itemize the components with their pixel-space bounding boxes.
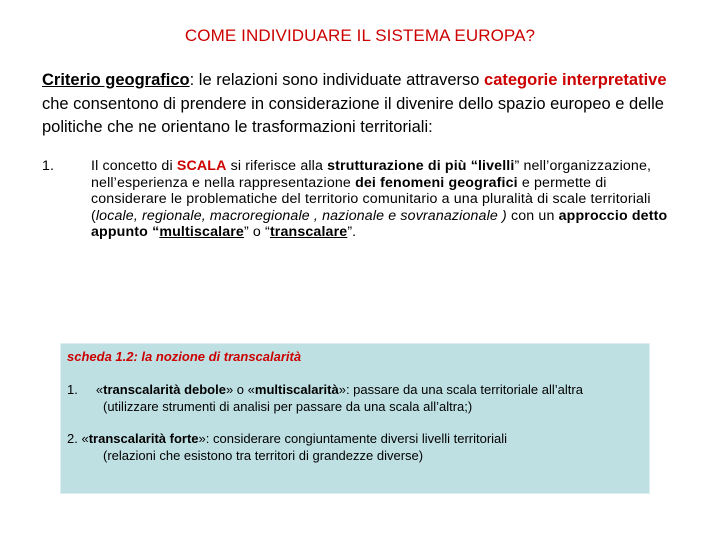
scheda-item-1-mid: » o « bbox=[225, 382, 255, 397]
p1-b: si riferisce alla bbox=[226, 158, 328, 174]
scheda-item-1-multiscalarita: multiscalarità bbox=[254, 382, 339, 397]
p1-fenomeni: dei fenomeni geografici bbox=[355, 174, 518, 191]
p1-g: ”. bbox=[347, 224, 357, 241]
scheda-item-2-pre: « bbox=[81, 431, 89, 446]
scheda-item-1-debole: transcalarità debole bbox=[103, 382, 226, 397]
scheda-item-1-sub: (utilizzare strumenti di analisi per passare da una scala all’altra;) bbox=[103, 399, 473, 414]
p1-transcalare: transcalare bbox=[269, 224, 348, 241]
page-title: COME INDIVIDUARE IL SISTEMA EUROPA? bbox=[184, 26, 536, 45]
intro-text-1: : le relazioni sono individuate attraverso bbox=[189, 71, 485, 89]
p1-f: ” o “ bbox=[243, 224, 270, 241]
intro-text-2: che consentono di prendere in considerazione il divenire dello spazio europeo e delle politiche che ne orientano le trasformazioni territoriali: bbox=[42, 94, 664, 136]
p1-d: e permette di considerare le problematiche del territorio comunitario a una pluralità di scale territoriali ( bbox=[91, 174, 651, 224]
p1-multiscalare: multiscalare bbox=[159, 224, 244, 241]
scheda-item-2-sub: (relazioni che esistono tra territori di grandezze diverse) bbox=[103, 448, 424, 463]
scheda-item-1-pre: « bbox=[95, 382, 104, 397]
intro-paragraph bbox=[42, 69, 682, 140]
scheda-item-1-line bbox=[67, 381, 643, 398]
scheda-heading: scheda 1.2: la nozione di transcalarità bbox=[67, 349, 302, 364]
p1-scales: locale, regionale, macroregionale , nazionale e sovranazionale ) bbox=[95, 207, 507, 224]
scheda-item-1 bbox=[67, 381, 643, 415]
scheda-item-2-forte: transcalarità forte bbox=[88, 431, 199, 446]
scheda-item-2-line bbox=[67, 430, 643, 447]
p1-e: con un bbox=[506, 207, 559, 224]
p1-approccio: approccio detto appunto “ bbox=[91, 207, 668, 241]
scheda-item-2-number: 2. bbox=[67, 431, 78, 446]
point-1-body bbox=[91, 158, 682, 241]
intro-highlight: categorie interpretative bbox=[484, 71, 667, 89]
p1-c: ” nell’organizzazione, nell’esperienza e nella rappresentazione bbox=[91, 158, 652, 191]
scheda-item-2-post: »: considerare congiuntamente diversi livelli territoriali bbox=[198, 431, 508, 446]
scheda-item-1-number: 1. bbox=[67, 382, 78, 397]
p1-scala: SCALA bbox=[176, 158, 227, 174]
scheda-box bbox=[60, 343, 650, 494]
point-1 bbox=[42, 158, 682, 241]
scheda-item-1-post: »: passare da una scala territoriale all’altra bbox=[338, 382, 583, 397]
p1-strutturazione: strutturazione di più “livelli bbox=[327, 158, 515, 174]
scheda-item-2 bbox=[67, 430, 643, 464]
p1-a: Il concetto di bbox=[91, 158, 177, 174]
criterio-label: Criterio geografico bbox=[42, 71, 190, 89]
point-1-number: 1. bbox=[42, 158, 55, 174]
